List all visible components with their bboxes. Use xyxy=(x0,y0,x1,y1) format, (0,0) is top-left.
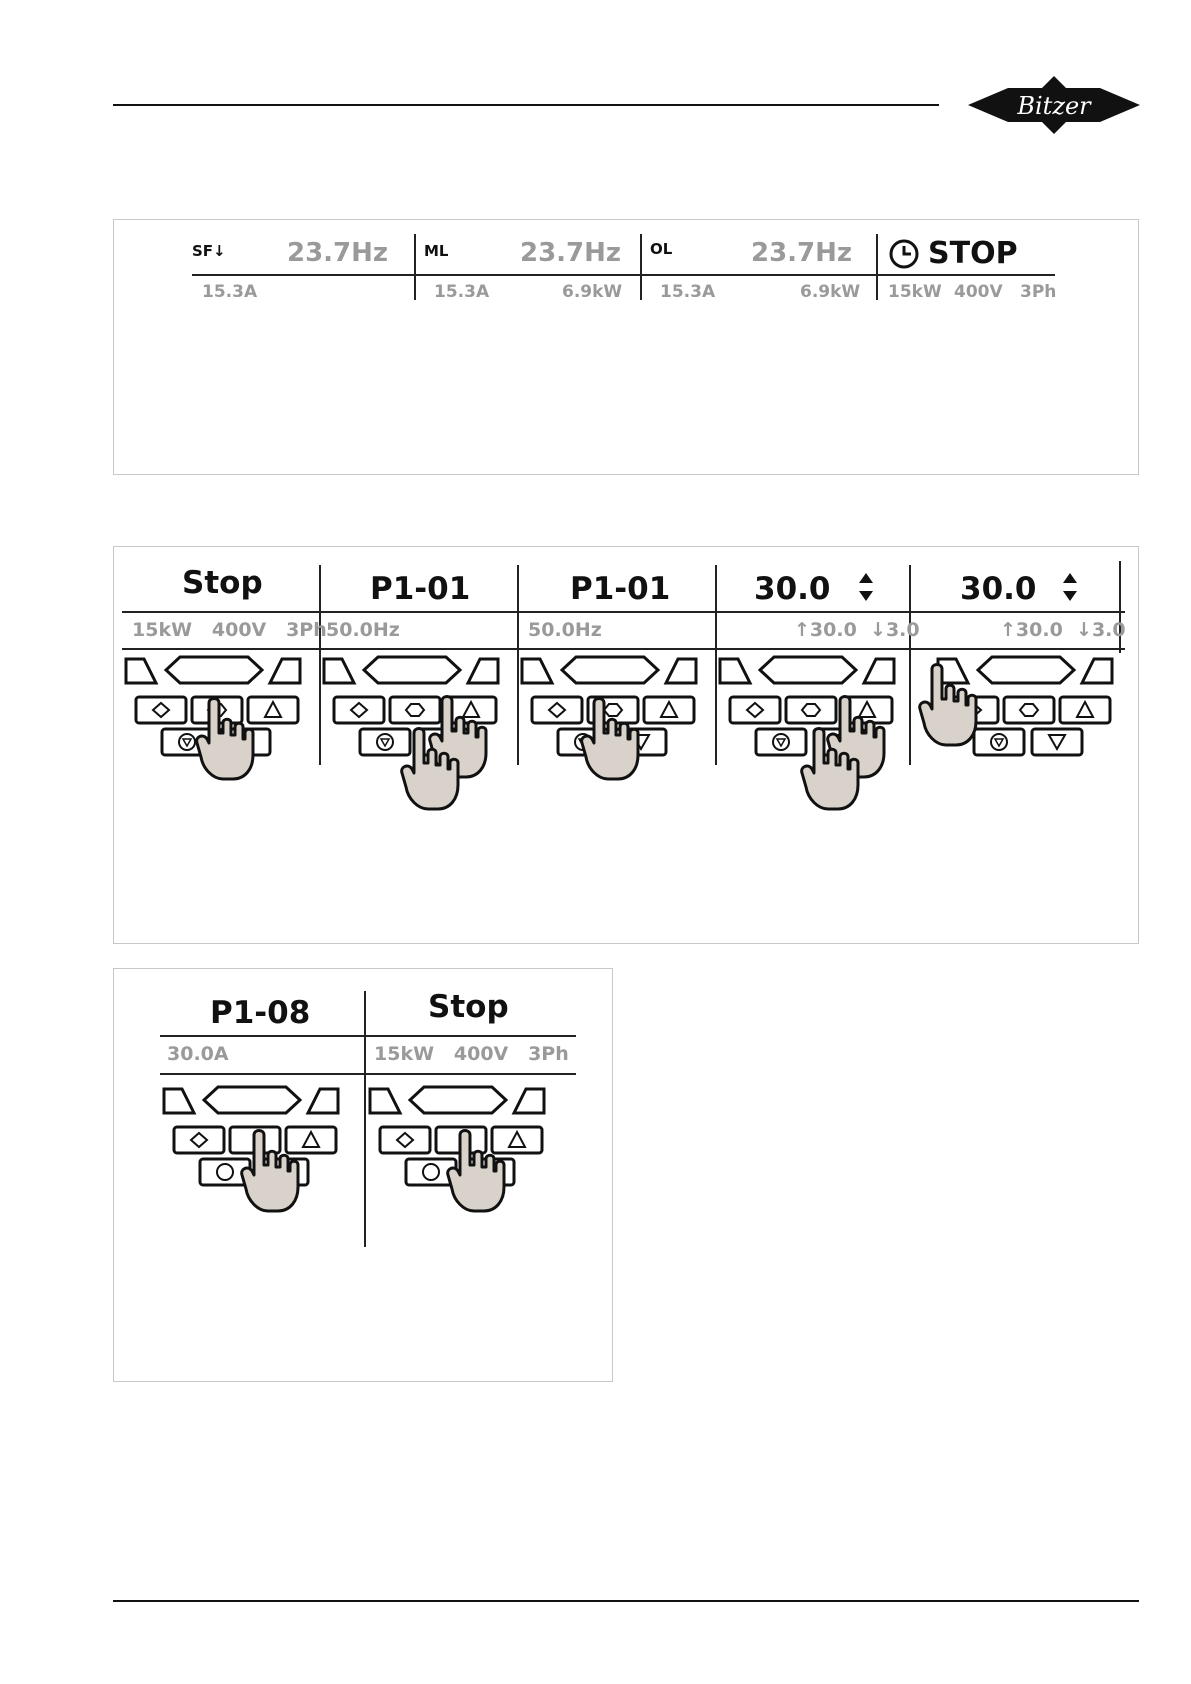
logo-text: Bitzer xyxy=(1017,92,1091,120)
step-subtitle: ↑30.0 ↓3.0 xyxy=(1000,619,1126,641)
current-readout: 15.3A xyxy=(660,282,716,302)
state-tag: SF↓ xyxy=(192,242,226,260)
step-subtitle: 15kW 400V 3Ph xyxy=(374,1043,569,1065)
frequency-readout: 23.7Hz xyxy=(287,238,389,268)
step-subtitle: 30.0A xyxy=(167,1043,229,1065)
current-readout: 15.3A xyxy=(434,282,490,302)
step-title: P1-01 xyxy=(370,571,471,607)
clock-icon xyxy=(888,238,920,270)
current-readout: 15.3A xyxy=(202,282,258,302)
figure-status-display xyxy=(113,219,1139,475)
frequency-readout: 23.7Hz xyxy=(751,238,853,268)
power-readout: 6.9kW xyxy=(562,282,623,302)
step-subtitle: 15kW 400V 3Ph xyxy=(132,619,327,641)
step-title: Stop xyxy=(428,989,509,1025)
step-title: Stop xyxy=(182,565,263,601)
bitzer-logo xyxy=(968,74,1140,136)
step-title: 30.0 xyxy=(754,571,831,607)
step-title: P1-01 xyxy=(570,571,671,607)
step-subtitle: 50.0Hz xyxy=(326,619,400,641)
keypad-drawings xyxy=(114,655,1136,815)
step-subtitle: ↑30.0 ↓3.0 xyxy=(794,619,920,641)
figure-parameter-confirm xyxy=(113,968,613,1382)
step-subtitle: 50.0Hz xyxy=(528,619,602,641)
state-tag: OL xyxy=(650,240,673,258)
stop-title: STOP xyxy=(928,236,1018,271)
state-tag: ML xyxy=(424,242,449,260)
motor-voltage: 400V xyxy=(954,282,1003,302)
step-title: 30.0 xyxy=(960,571,1037,607)
keypad-drawings xyxy=(114,1085,610,1225)
motor-phase: 3Ph xyxy=(1020,282,1057,302)
header-rule xyxy=(113,104,939,106)
power-readout: 6.9kW xyxy=(800,282,861,302)
frequency-readout: 23.7Hz xyxy=(520,238,622,268)
up-down-arrows-icon xyxy=(856,571,876,603)
up-down-arrows-icon xyxy=(1060,571,1080,603)
footer-rule xyxy=(113,1600,1139,1602)
motor-power: 15kW xyxy=(888,282,942,302)
step-title: P1-08 xyxy=(210,995,311,1031)
figure-parameter-edit xyxy=(113,546,1139,944)
